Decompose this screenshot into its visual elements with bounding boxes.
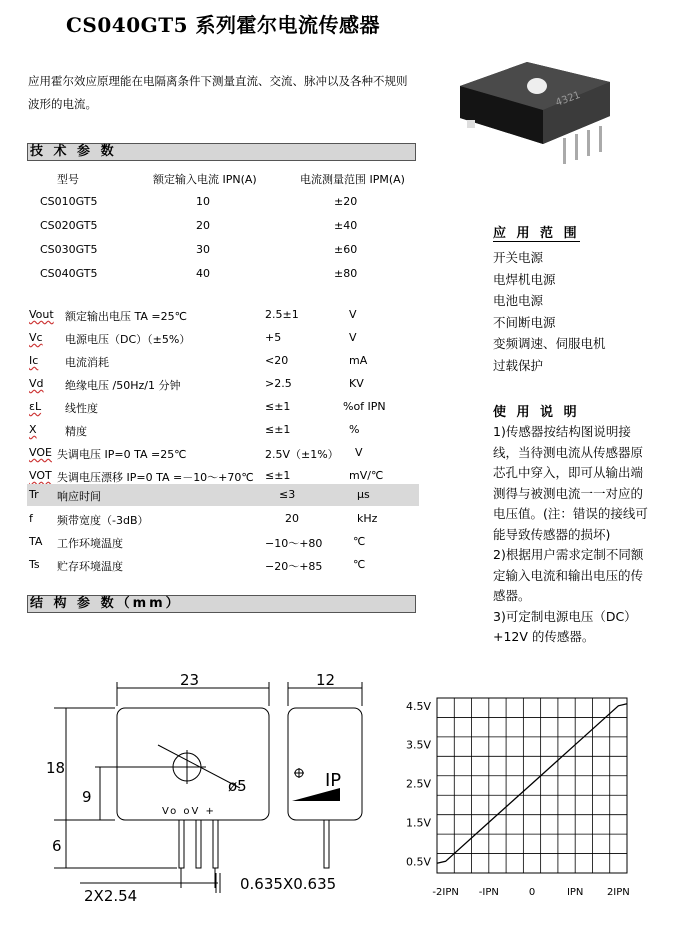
list-item: 过载保护 — [493, 357, 544, 373]
param-unit: V — [349, 331, 357, 344]
param-name: 响应时间 — [57, 490, 101, 503]
y-tick-label: 1.5V — [405, 816, 431, 830]
dim-hole-dia: ø5 — [228, 777, 247, 795]
param-value: +5 — [265, 331, 282, 344]
ipm-cell: ±40 — [334, 219, 358, 232]
pin — [324, 820, 329, 868]
model-cell: CS030GT5 — [40, 243, 98, 256]
param-symbol: Vd — [29, 377, 44, 390]
param-value: 20 — [285, 512, 299, 525]
list-item: 变频调速、伺服电机 — [493, 336, 606, 351]
param-symbol: X — [29, 423, 37, 436]
param-name: 工作环境温度 — [57, 537, 123, 550]
pin-labels: Vo oV + — [162, 806, 216, 817]
param-unit: mA — [349, 354, 368, 367]
param-name: 电源电压（DC）（±5%） — [65, 333, 191, 346]
param-unit: V — [349, 308, 357, 321]
usage-list — [493, 422, 653, 648]
param-symbol: VOT — [29, 469, 52, 482]
param-row — [27, 531, 419, 553]
y-tick-label: 4.5V — [405, 699, 431, 713]
ip-label: IP — [325, 770, 342, 791]
list-item: 2)根据用户需求定制不同额定输入电流和输出电压的传感器。 — [493, 547, 644, 603]
dimension-drawing — [40, 668, 380, 918]
ipm-cell: ±20 — [334, 195, 358, 208]
x-tick-label: -IPN — [478, 887, 499, 898]
model-cell: CS040GT5 — [40, 267, 98, 280]
param-symbol: Tr — [29, 488, 39, 501]
col-ipn: 额定输入电流 IPN(A) — [153, 173, 257, 186]
product-photo — [455, 58, 615, 173]
dim-width: 23 — [180, 671, 200, 689]
usage-heading: 使 用 说 明 — [493, 405, 580, 420]
param-name: 电流消耗 — [65, 356, 109, 369]
series-line — [437, 704, 627, 864]
model-cell: CS020GT5 — [40, 219, 98, 232]
dim-hole-center: 9 — [82, 788, 92, 806]
list-item: 1)传感器按结构图说明接线，当待测电流从传感器原芯孔中穿入，即可从输出端测得与被测电流一一对应的电压值。(注：错误的接线可能导致传感器的损坏) — [493, 424, 648, 542]
structure-heading: 结 构 参 数（mm） — [27, 595, 416, 613]
param-name: 额定输出电压 TA =25℃ — [65, 310, 187, 323]
param-name: 绝缘电压 /50Hz/1 分钟 — [65, 379, 181, 392]
param-row — [27, 373, 419, 395]
output-chart — [395, 690, 635, 905]
dim-depth: 12 — [316, 671, 336, 689]
param-symbol: Vc — [29, 331, 43, 344]
tech-params-heading: 技 术 参 数 — [27, 143, 416, 161]
param-name: 失调电压 IP=0 TA =25℃ — [57, 448, 187, 461]
sensor-front-outline — [117, 708, 269, 820]
param-name: 频带宽度（-3dB） — [57, 514, 149, 527]
param-row — [27, 442, 419, 464]
x-tick-label: 2IPN — [606, 887, 630, 898]
y-tick-label: 2.5V — [405, 777, 431, 791]
y-tick-label: 0.5V — [405, 855, 431, 869]
col-ipm: 电流测量范围 IPM(A) — [300, 173, 405, 186]
param-value: ≤3 — [279, 488, 296, 501]
list-item: 不间断电源 — [493, 314, 556, 330]
param-value: ≤±1 — [265, 469, 291, 482]
param-value: ≤±1 — [265, 423, 291, 436]
product-marking: 4321 — [554, 89, 582, 109]
param-unit: % — [349, 423, 360, 436]
ipn-cell: 20 — [196, 219, 210, 232]
param-symbol: VOE — [29, 446, 52, 459]
param-unit: %of IPN — [343, 400, 386, 413]
param-value: −20～+85 — [265, 560, 323, 573]
ipn-cell: 10 — [196, 195, 210, 208]
list-item: 3)可定制电源电压（DC）+12V 的传感器。 — [493, 608, 637, 644]
dim-pin-length: 6 — [52, 837, 62, 855]
param-value: −10～+80 — [265, 537, 323, 550]
sensor-side-outline — [288, 708, 362, 820]
param-symbol: TA — [29, 535, 43, 548]
pin — [179, 820, 184, 868]
param-symbol: Ic — [29, 354, 39, 367]
y-tick-label: 3.5V — [405, 738, 431, 752]
applications-list — [493, 247, 606, 376]
param-unit: kHz — [357, 512, 378, 525]
param-row — [27, 304, 419, 326]
param-unit: ℃ — [353, 558, 366, 571]
page-title: CS040GT5 系列霍尔电流传感器 — [66, 13, 380, 37]
param-value: 2.5±1 — [265, 308, 299, 321]
param-unit: μs — [357, 488, 370, 501]
x-tick-label: 0 — [528, 887, 536, 898]
param-row — [27, 396, 419, 418]
ipm-cell: ±60 — [334, 243, 358, 256]
param-row — [27, 419, 419, 441]
param-symbol: Ts — [29, 558, 40, 571]
list-item: 电焊机电源 — [493, 271, 556, 287]
dim-pin-pitch: 2X2.54 — [84, 887, 138, 905]
param-symbol: f — [29, 512, 33, 525]
param-row — [27, 350, 419, 372]
param-unit: V — [355, 446, 363, 459]
intro-text: 应用霍尔效应原理能在电隔离条件下测量直流、交流、脉冲以及各种不规则波形的电流。 — [28, 74, 408, 111]
ipn-cell: 30 — [196, 243, 210, 256]
param-name: 失调电压漂移 IP=0 TA =－10～+70℃ — [57, 471, 254, 484]
applications-heading: 应 用 范 围 — [493, 222, 580, 242]
param-symbol: εL — [29, 400, 42, 413]
pin — [196, 820, 201, 868]
param-symbol: Vout — [29, 308, 54, 321]
param-value: 2.5V（±1%） — [265, 448, 339, 461]
pin — [213, 820, 218, 868]
ipn-cell: 40 — [196, 267, 210, 280]
dim-pin-size: 0.635X0.635 — [240, 875, 337, 893]
param-row — [27, 327, 419, 349]
param-row — [27, 484, 419, 506]
x-tick-label: -2IPN — [432, 887, 459, 898]
param-value: <20 — [265, 354, 289, 367]
param-unit: ℃ — [353, 535, 366, 548]
param-name: 贮存环境温度 — [57, 560, 123, 573]
param-unit: KV — [349, 377, 364, 390]
dim-height: 18 — [46, 759, 66, 777]
param-unit: mV/℃ — [349, 469, 384, 482]
x-tick-label: IPN — [566, 887, 584, 898]
param-value: ≤±1 — [265, 400, 291, 413]
param-name: 线性度 — [65, 402, 98, 415]
param-value: >2.5 — [265, 377, 292, 390]
col-model: 型号 — [57, 173, 79, 186]
model-cell: CS010GT5 — [40, 195, 98, 208]
param-name: 精度 — [65, 425, 87, 438]
list-item: 电池电源 — [493, 293, 544, 308]
param-row — [27, 554, 419, 576]
ipm-cell: ±80 — [334, 267, 358, 280]
param-row — [27, 508, 419, 530]
list-item: 开关电源 — [493, 250, 544, 265]
